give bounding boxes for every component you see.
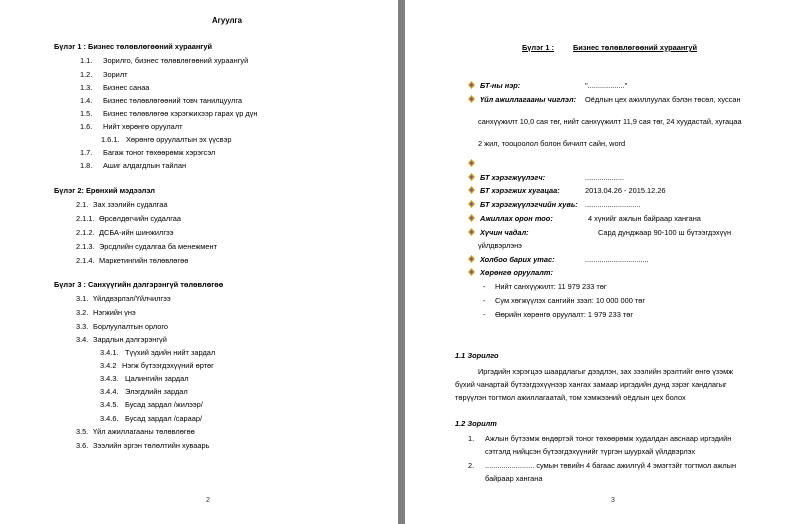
paragraph-line: бүхий чанартай бүтээгдэхүүнээр хангах замаар иргэдийн дунд зэрэг хандлагыг [455,380,727,389]
toc-item[interactable]: Зорилт [103,70,128,79]
field-value: Сард дунджаар 90-100 ш бүтээгдэхүүн [598,228,732,237]
toc-item-num: 1.2. [80,70,93,79]
toc-item[interactable]: Зардлын дэлгэрэнгүй [93,335,167,344]
toc-item[interactable]: Зээлийн эргэн төлөлтийн хуваарь [93,441,210,450]
investment-item: Сум хөгжүүлэх сангийн зээл: 10 000 000 төг [495,296,646,305]
diamond-bullet-icon [468,214,475,222]
field-label: Ажиллах орон тоо: [480,214,553,223]
toc-item[interactable]: ДСБА-ийн шинжилгээ [99,228,174,237]
toc-chapter-heading: Бүлэг 1 : Бизнес төлөвлөгөөний хураангуй [54,42,213,51]
toc-item[interactable]: Түүхий эдийн нийт зардал [125,348,216,357]
toc-title: Агуулга [212,16,242,25]
toc-item[interactable]: Цалингийн зардал [125,374,189,383]
toc-item[interactable]: Бизнес төлөвлөгөө хэрэгжихээр гарах үр дүн [103,109,258,118]
toc-item[interactable]: Бусад зардал /сараар/ [125,414,203,423]
toc-item[interactable]: Багаж тоног төхөөрөмж хэрэгсэл [103,148,216,157]
field-label: БТ-ны нэр: [480,81,521,90]
toc-item-num: 1.5. [80,109,93,118]
toc-item-num: 1.3. [80,83,93,92]
diamond-bullet-icon [468,186,475,194]
section-title: 1.2 Зорилт [455,419,497,428]
section-title: 1.1 Зорилго [455,351,499,360]
diamond-bullet-icon [468,228,475,236]
toc-item-num: 3.4.2 [100,361,117,370]
field-label: БТ хэрэгжүүлэгчийн хувь: [480,200,578,209]
list-item-line: ........................ сумын төвийн 4 багаас ажилгүй 4 эмэгтэйг тогтмол ажлын [485,461,737,470]
toc-item[interactable]: Зах зээлийн судалгаа [93,200,168,209]
diamond-bullet-icon [468,95,475,103]
toc-item[interactable]: Ашиг алдагдлын тайлан [103,161,187,170]
toc-item-num: 3.4.1. [100,348,119,357]
field-label: Үйл ажиллагааны чиглэл: [480,95,577,104]
toc-item-num: 3.4. [76,335,89,344]
dash-bullet-icon: - [483,296,486,305]
field-value: ................... [585,173,625,182]
toc-item-num: 3.4.3. [100,374,119,383]
toc-item[interactable]: Үйлдвэрлэл/Үйлчилгээ [93,294,171,303]
toc-item[interactable]: Бусад зардал /жилээр/ [125,400,203,409]
toc-item-num: 1.1. [80,56,93,65]
toc-item[interactable]: Өрсөлдөгчийн судалгаа [99,214,181,223]
toc-item-num: 3.2. [76,308,89,317]
toc-item-num: 3.4.6. [100,414,119,423]
toc-item-num: 2.1.4. [76,256,95,265]
toc-item-num: 3.1. [76,294,89,303]
toc-item[interactable]: Нийт хөрөнгө оруулалт [103,122,183,131]
field-value: ".................." [585,81,628,90]
page-number: 2 [206,497,210,504]
chapter-heading-number: Бүлэг 1 : [522,43,554,52]
diamond-bullet-icon [468,200,475,208]
chapter-heading-text: Бизнес төлөвлөгөөний хураангуй [573,43,698,52]
field-label: Хөрөнгө оруулалт: [480,268,553,277]
field-label: БТ хэрэгжүүлэгч: [480,173,546,182]
toc-item[interactable]: Нэгж бүтээгдэхүүний өртөг [122,361,214,370]
toc-item[interactable]: Эрсдлийн судалгаа ба менежмент [99,242,217,251]
list-item-number: 2. [468,461,475,470]
field-value-continuation: 2 жил, тооцоолол болон бичилт сайн, word [478,139,626,148]
toc-item-num: 1.6. [80,122,93,131]
toc-item[interactable]: Нэгжийн үнэ [93,308,136,317]
toc-item[interactable]: Бизнес төлөвлөгөөний товч танилцуулга [103,96,242,105]
toc-chapter-heading: Бүлэг 2: Ерөнхий мэдээлэл [54,186,155,195]
toc-item[interactable]: Маркетингийн төлөвлөгөө [99,256,189,265]
list-item-line: сэтгэлд нийцсэн бүтээгдэхүүнийг түргэн шуурхай үйлдвэрлэх [485,447,696,456]
diamond-bullet-icon [468,255,475,263]
toc-item[interactable]: Борлуулалтын орлого [93,322,169,331]
paragraph-line: төрүүлэн тогтмол ажиллагаатай, том хэмжээний оёдлын цех болох [455,393,686,402]
diamond-bullet-icon [468,159,475,167]
toc-item-num: 2.1.3. [76,242,95,251]
field-value: 4 хүнийг ажлын байраар хангана [588,214,701,223]
list-item-line: Ажлын бүтээмж өндөртэй тоног төхөөрөмж худалдан авснаар иргэдийн [485,434,732,443]
diamond-bullet-icon [468,268,475,276]
toc-chapter-heading: Бүлэг 3 : Санхүүгийн дэлгэрэнгүй төлөвлөгөө [54,280,224,289]
toc-item[interactable]: Элэгдлийн зардал [125,387,188,396]
field-label: Холбоо барих утас: [480,255,555,264]
diamond-bullet-icon [468,173,475,181]
dash-bullet-icon: - [483,282,486,291]
toc-item-num: 3.5. [76,427,89,436]
toc-item[interactable]: Зорилго, бизнес төлөвлөгөөний хураангуй [103,56,249,65]
page-number: 3 [611,497,615,504]
toc-item-num: 3.4.4. [100,387,119,396]
field-label: Хүчин чадал: [480,228,529,237]
list-item-number: 1. [468,434,475,443]
field-value: 2013.04.26 - 2015.12.26 [585,186,666,195]
toc-item-num: 2.1.2. [76,228,95,237]
toc-item-num: 1.8. [80,161,93,170]
field-label: БТ хэрэгжих хугацаа: [480,186,560,195]
paragraph-line: Иргэдийн хэрэгцээ шаардлагыг дээдлэн, зах зээлийн эрэлтийг өнгө үзэмж [478,367,734,376]
document-page-2 [0,0,398,524]
investment-item: Өөрийн хөрөнгө оруулалт: 1 979 233 төг [495,310,634,319]
toc-item[interactable]: Бизнес санаа [103,83,150,92]
dash-bullet-icon: - [483,310,486,319]
diamond-bullet-icon [468,81,475,89]
toc-item-num: 1.6.1. [101,135,120,144]
field-value: Оёдлын цех ажиллуулах бэлэн төсөл, хуссан [585,95,741,104]
toc-item[interactable]: Хөрөнгө оруулалтын эх үүсвэр [126,135,232,144]
toc-item[interactable]: Үйл ажиллагааны төлөвлөгөө [93,427,195,436]
list-item-line: байраар хангана [485,474,543,483]
toc-item-num: 1.4. [80,96,93,105]
field-value-continuation: үйлдвэрлэнэ [478,241,522,250]
toc-item-num: 3.6. [76,441,89,450]
field-value: ............................... [585,255,649,264]
toc-item-num: 3.4.5. [100,400,119,409]
investment-item: Нийт санхүүжилт: 11 979 233 төг [495,282,607,291]
field-value-continuation: санхүүжилт 10,0 сая төг, нийт санхүүжилт 11,9 сая төг, 24 хуудастай, хугацаа [478,117,742,126]
toc-item-num: 1.7. [80,148,93,157]
toc-item-num: 2.1.1. [76,214,95,223]
toc-item-num: 2.1. [76,200,89,209]
document-page-3 [405,0,801,524]
field-value: ........................... [585,200,641,209]
toc-item-num: 3.3. [76,322,89,331]
